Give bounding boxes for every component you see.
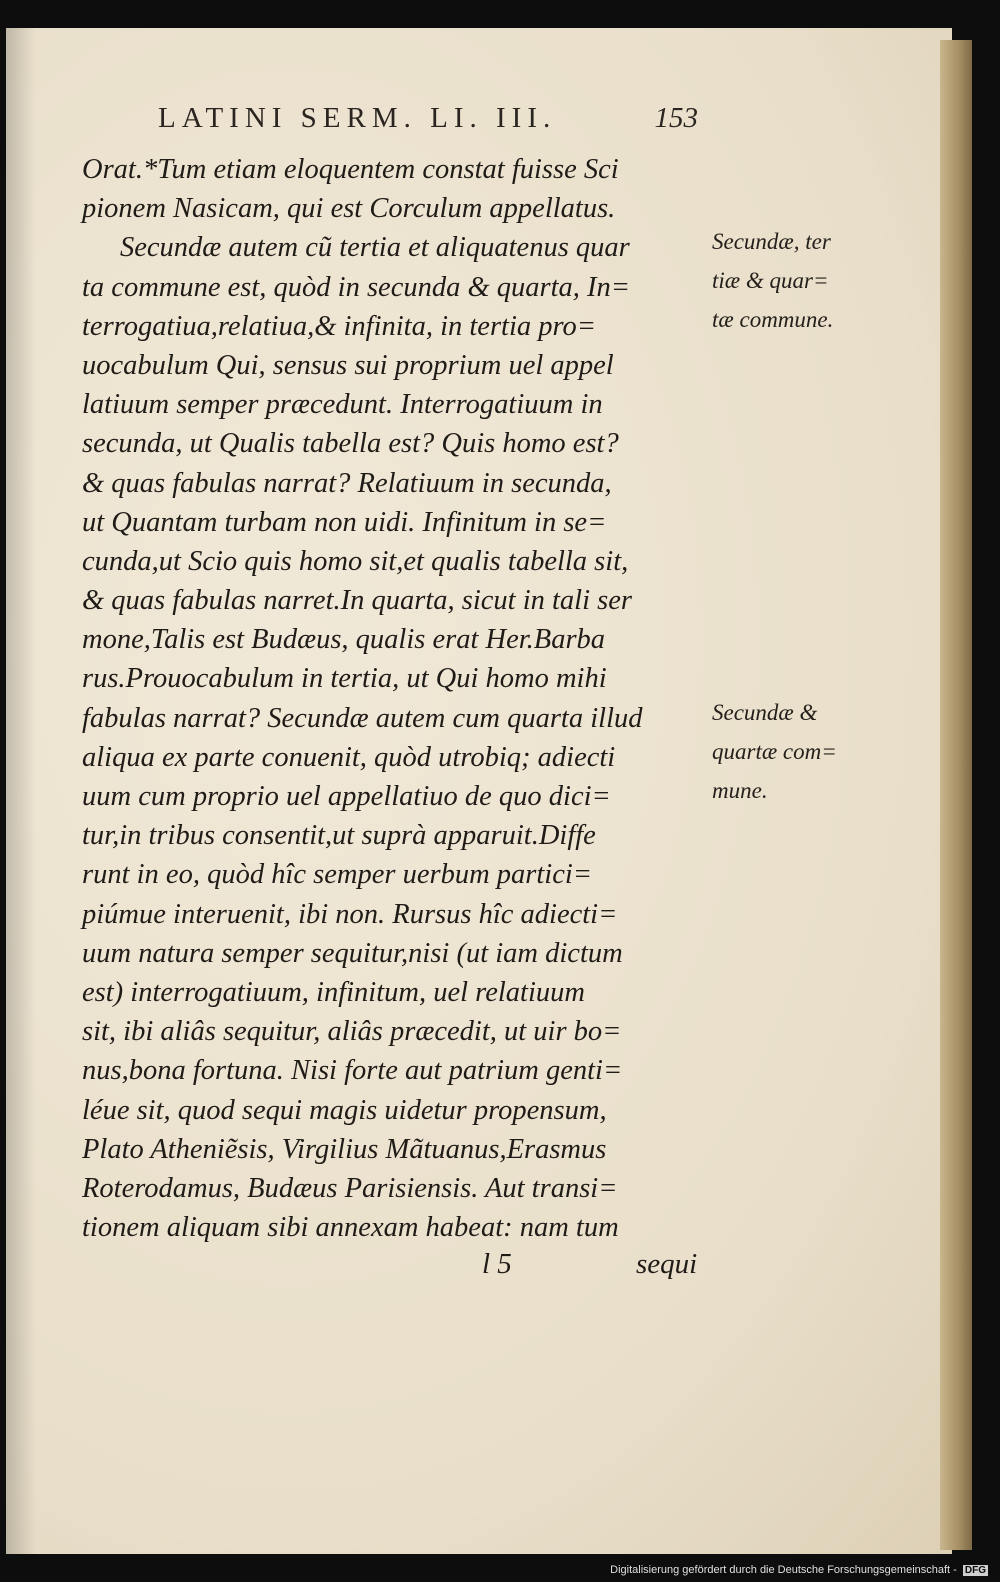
text-line: Orat.*Tum etiam eloquentem constat fuisse Sci xyxy=(82,154,619,185)
text-line: tur,in tribus consentit,ut suprà apparuit.Diffe xyxy=(82,820,596,852)
credit-text: Digitalisierung gefördert durch die Deutsche Forschungsgemeinschaft - xyxy=(610,1564,957,1576)
text-line: aliqua ex parte conuenit, quòd utrobiq; adiecti xyxy=(82,741,616,773)
text-line: Plato Atheniẽsis, Virgilius Mãtuanus,Erasmus xyxy=(82,1133,607,1165)
signature-mark: l 5 xyxy=(482,1248,512,1280)
text-line: fabulas narrat? Secundæ autem cum quarta illud xyxy=(82,702,643,734)
text-line: sit, ibi aliâs sequitur, aliâs præcedit, ut uir bo= xyxy=(82,1016,622,1048)
text-line: uum natura semper sequitur,nisi (ut iam dictum xyxy=(82,937,623,969)
text-line: terrogatiua,relatiua,& infinita, in tertia pro= xyxy=(82,310,597,342)
margin-note-line: Secundæ & xyxy=(712,700,818,725)
text-line: léue sit, quod sequi magis uidetur propensum, xyxy=(82,1094,607,1126)
text-line: mone,Talis est Budæus, qualis erat Her.Barba xyxy=(82,624,606,656)
text-line: ut Quantam turbam non uidi. Infinitum in se= xyxy=(82,506,607,538)
dfg-logo: DFG xyxy=(964,1565,986,1576)
text-line: runt in eo, quòd hîc semper uerbum partici= xyxy=(82,859,593,891)
main-text-block xyxy=(82,150,712,1247)
text-line: nus,bona fortuna. Nisi forte aut patrium genti= xyxy=(82,1055,623,1087)
margin-note-line: quartæ com= xyxy=(712,739,837,765)
text-line: Roterodamus, Budæus Parisiensis. Aut transi= xyxy=(82,1172,618,1204)
text-line: latiuum semper præcedunt. Interrogatiuum in xyxy=(82,389,603,421)
page-fore-edge xyxy=(940,40,972,1550)
margin-note-line: Secundæ, ter xyxy=(712,229,831,254)
margin-note-line: tæ commune. xyxy=(712,307,834,333)
text-line: tionem aliquam sibi annexam habeat: nam tum xyxy=(82,1212,619,1244)
text-line: & quas fabulas narret.In quarta, sicut in tali ser xyxy=(82,585,632,617)
running-header xyxy=(158,102,698,135)
running-title: LATINI SERM. LI. III. xyxy=(158,102,557,134)
text-line: est) interrogatiuum, infinitum, uel relatiuum xyxy=(82,976,585,1008)
page-number: 153 xyxy=(654,102,698,134)
text-line: secunda, ut Qualis tabella est? Quis homo est? xyxy=(82,428,619,460)
text-line: uocabulum Qui, sensus sui proprium uel appel xyxy=(82,349,614,381)
catchword: sequi xyxy=(636,1248,698,1280)
text-line: pionem Nasicam, qui est Corculum appellatus. xyxy=(82,193,616,225)
text-line: & quas fabulas narrat? Relatiuum in secunda, xyxy=(82,467,612,499)
margin-note-line: mune. xyxy=(712,778,768,804)
text-line: cunda,ut Scio quis homo sit,et qualis tabella sit, xyxy=(82,545,629,577)
spine-shadow xyxy=(6,28,36,1554)
margin-note-2 xyxy=(712,693,882,811)
text-line: piúmue interuenit, ibi non. Rursus hîc adiecti= xyxy=(82,898,618,930)
margin-note-1 xyxy=(712,222,882,340)
digitization-credit xyxy=(610,1564,988,1576)
text-line: uum cum proprio uel appellatiuo de quo dici= xyxy=(82,781,611,812)
margin-note-line: tiæ & quar= xyxy=(712,268,829,294)
text-line: rus.Prouocabulum in tertia, ut Qui homo mihi xyxy=(82,663,607,695)
text-line: ta commune est, quòd in secunda & quarta, In= xyxy=(82,271,630,303)
text-line: Secundæ autem cũ tertia et aliquatenus quar xyxy=(120,232,630,264)
